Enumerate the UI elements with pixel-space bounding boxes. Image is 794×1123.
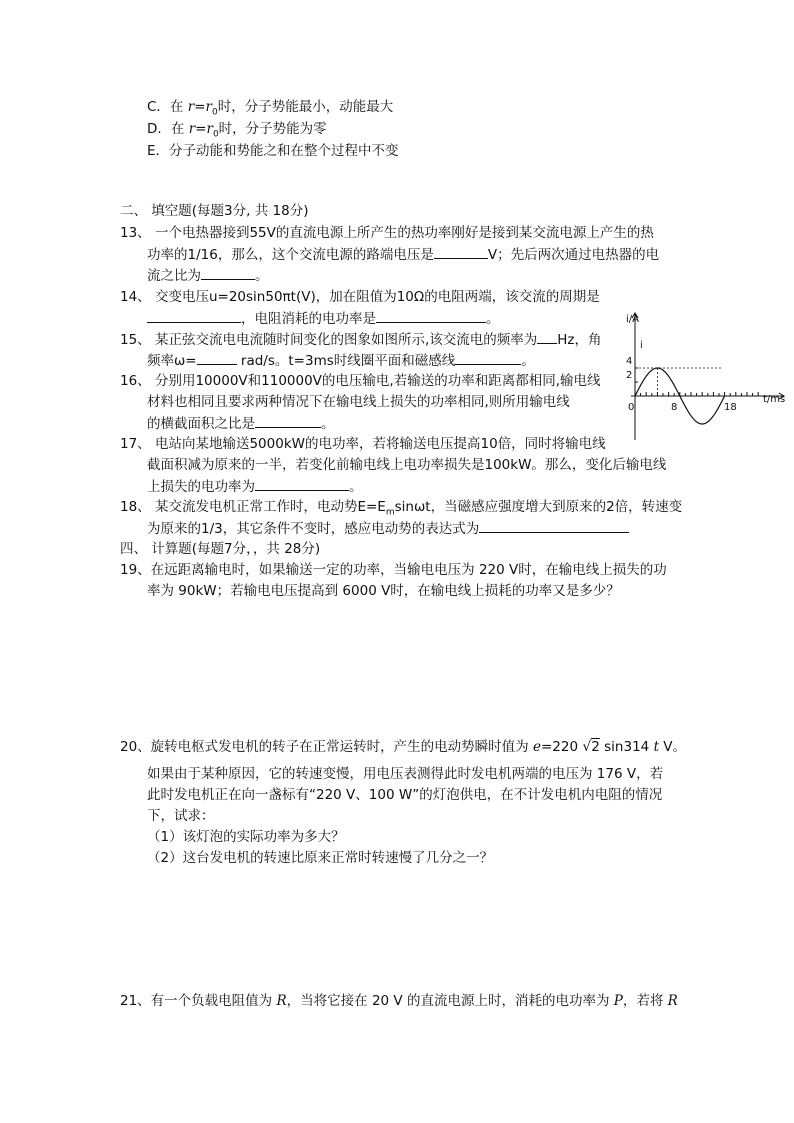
y-tick-4: 4: [626, 356, 633, 367]
blank[interactable]: [479, 518, 629, 533]
x-tick-18: 18: [724, 402, 737, 413]
q20-line3: 此时发电机正在向一盏标有“220 V、100 W”的灯泡供电，在不计发电机内电阻的情况: [147, 787, 663, 803]
x-ticks: [635, 368, 758, 396]
blank[interactable]: [255, 413, 321, 428]
q13-line1: 13、 一个电热器接到55V的直流电源上所产生的热功率刚好是接到某交流电源上产生的热: [120, 225, 654, 241]
q20-line4: 下，试求：: [147, 808, 215, 824]
q20-sub1: （1）该灯泡的实际功率为多大？: [147, 829, 345, 845]
q15-line1: 15、 某正弦交流电电流随时间变化的图象如图所示,该交流电的频率为 Hz，角: [120, 329, 602, 350]
section-title-fill-blank: 二、 填空题(每题3分, 共 18分): [120, 203, 309, 219]
blank[interactable]: [537, 329, 557, 344]
q16-line3: 的横截面积之比是 。: [147, 413, 335, 434]
q13-line3: 流之比为 。: [147, 265, 269, 286]
q17-line1: 17、 电站向某地输送5000kW的电功率，若将输送电压提高10倍，同时将输电线: [120, 436, 606, 452]
blank[interactable]: [197, 350, 237, 365]
y-tick-2: 2: [626, 370, 633, 381]
x-axis-label: t/ms: [763, 394, 786, 405]
q20-line1: 20、旋转电枢式发电机的转子在正常运转时，产生的电动势瞬时值为 e=220 √2 sin314 t V。: [120, 739, 687, 755]
q14-line2: ，电阻消耗的电功率是 。: [147, 308, 500, 329]
blank[interactable]: [255, 476, 349, 491]
option-d: D．在 $r=r_0$时，分子势能为零: [147, 121, 327, 140]
blank[interactable]: [434, 244, 488, 259]
blank[interactable]: [201, 265, 255, 280]
sqrt-symbol: √: [582, 739, 592, 755]
q16-line1: 16、 分别用10000V和110000V的电压输电,若输送的功率和距离都相同,输电线: [120, 373, 601, 389]
y-axis-label: i/A: [626, 314, 639, 325]
blank[interactable]: [147, 308, 241, 323]
section-title-calculation: 四、 计算题(每题7分，，共 28分): [120, 541, 321, 557]
current-time-graph: [618, 310, 790, 444]
axes: [631, 313, 784, 440]
option-e: E．分子动能和势能之和在整个过程中不变: [147, 143, 399, 159]
var-r: r: [188, 121, 196, 137]
q15-line2: 频率ω= rad/s。t=3ms时线圈平面和磁感线 。: [147, 350, 535, 371]
blank[interactable]: [455, 350, 521, 365]
q19-line2: 率为 90kW；若输电电压提高到 6000 V时，在输电线上损耗的功率又是多少？: [147, 583, 620, 599]
var-r: r: [187, 99, 195, 115]
q19-line1: 19、在远距离输电时，如果输送一定的功率，当输电电压为 220 V时，在输电线上损失的功: [120, 562, 667, 578]
q14-line1: 14、 交变电压u=20sin50πt(V)，加在阻值为10Ω的电阻两端，该交流的周期是: [120, 289, 600, 305]
option-c: C．在 $r=r_0$时，分子势能最小，动能最大: [147, 99, 394, 118]
curve-label: i: [640, 340, 643, 351]
q18-line1: 18、 某交流发电机正常工作时，电动势$E=E_m\sin\omega t$，当磁感应强度增大到原来的2倍，转速变: [120, 499, 683, 518]
q17-line3: 上损失的电功率为 。: [147, 476, 363, 497]
var-r0: r: [205, 99, 212, 115]
x-tick-8: 8: [671, 402, 678, 413]
q16-line2: 材料也相同且要求两种情况下在输电线上损失的功率相同,则所用输电线: [147, 394, 570, 410]
q20-line2: 如果由于某种原因，它的转速变慢，用电压表测得此时发电机两端的电压为 176 V，若: [147, 766, 664, 782]
q20-sub2: （2）这台发电机的转速比原来正常时转速慢了几分之一？: [147, 850, 494, 866]
blank[interactable]: [376, 308, 486, 323]
x-tick-0: 0: [628, 402, 635, 413]
var-r0: r: [206, 121, 213, 137]
q18-line2: 为原来的1/3，其它条件不变时，感应电动势的表达式为: [147, 518, 629, 539]
q17-line2: 截面积减为原来的一半，若变化前输电线上电功率损失是100kW。那么，变化后输电线: [147, 457, 667, 473]
q13-line2: 功率的1/16，那么，这个交流电源的路端电压是 V；先后两次通过电热器的电: [147, 244, 659, 265]
q21-line1: 21、有一个负载电阻值为 R，当将它接在 20 V 的直流电源上时，消耗的电功率为 P，若将 R: [120, 993, 678, 1009]
